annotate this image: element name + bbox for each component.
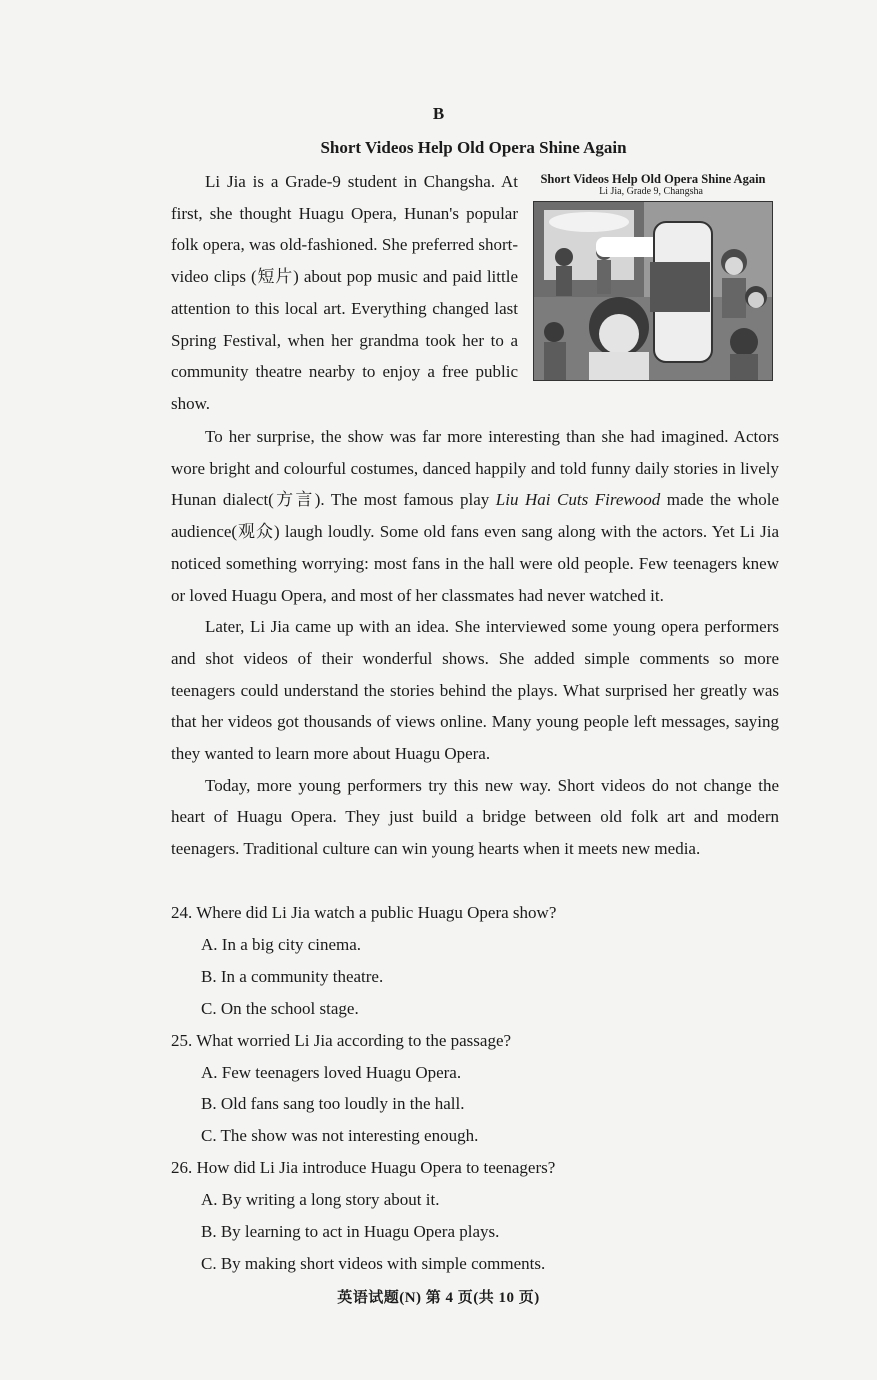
illustration-caption: Li Jia, Grade 9, Changsha	[599, 186, 703, 197]
question-option: B. Old fans sang too loudly in the hall.	[201, 1094, 465, 1114]
section-label: B	[432, 104, 445, 123]
play-title: Liu Hai Cuts Firewood	[495, 490, 661, 510]
illustration	[533, 172, 773, 381]
question-option: C. The show was not interesting enough.	[201, 1126, 479, 1146]
question-option: A. In a big city cinema.	[201, 934, 362, 954]
question-option: B. In a community theatre.	[201, 966, 384, 986]
question-stem: 25. What worried Li Jia according to the passage?	[171, 1030, 512, 1050]
questions	[171, 897, 779, 1280]
question-option: A. Few teenagers loved Huagu Opera.	[201, 1062, 462, 1082]
paragraph-1-text: Li Jia is a Grade-9 student in Changsha. At first, she thought Huagu Opera, Hunan's popular folk opera, was old-fashioned. She preferred short-video clips (短片) about pop music and paid little attention to this local art. Everything changed last Spring Festival, when her grandma took her to a community theatre nearby to enjoy a free public show.	[171, 172, 518, 413]
question-option: C. By making short videos with simple comments.	[201, 1253, 546, 1273]
question-stem: 24. Where did Li Jia watch a public Huagu Opera show?	[171, 903, 557, 922]
passage-title: Short Videos Help Old Opera Shine Again	[320, 138, 627, 157]
opera-scene-picture	[534, 202, 772, 380]
paragraph-2-part-b: made the whole audience(观众) laugh loudly. Some old fans even sang along with the actors. Yet Li Jia noticed something worrying: most fans in the hall were old people. Few teenagers knew or loved Huagu Opera, and most of her classmates had never watched it.	[171, 490, 779, 605]
question-option: B. By learning to act in Huagu Opera plays.	[201, 1222, 500, 1242]
paragraph-3: Later, Li Jia came up with an idea. She interviewed some young opera performers and shot videos of their wonderful shows. She added simple comments so more teenagers could understand the stories behind the plays. What surprised her greatly was that her videos got thousands of views online. Many young people left messages, saying they wanted to learn more about Huagu Opera.	[171, 617, 779, 764]
passage-body	[171, 421, 779, 865]
paragraph-2-part-a: To her surprise, the show was far more interesting than she had imagined. Actors wore bright and colourful costumes, danced happily and told funny daily stories in lively Hunan dialect(方言). The most famous play	[171, 427, 779, 510]
question-option: A. By writing a long story about it.	[201, 1190, 440, 1210]
paragraph-1	[171, 166, 518, 420]
illustration-picture	[533, 201, 773, 381]
paragraph-4: Today, more young performers try this new way. Short videos do not change the heart of Huagu Opera. They just build a bridge between old folk art and modern teenagers. Traditional culture can win young hearts when it meets new media.	[171, 775, 779, 859]
question-stem: 26. How did Li Jia introduce Huagu Opera to teenagers?	[171, 1158, 556, 1178]
illustration-title: Short Videos Help Old Opera Shine Again	[540, 172, 766, 186]
page-footer: 英语试题(N) 第 4 页(共 10 页)	[337, 1290, 540, 1306]
paragraph-2	[171, 421, 779, 611]
question-option: C. On the school stage.	[201, 998, 359, 1018]
